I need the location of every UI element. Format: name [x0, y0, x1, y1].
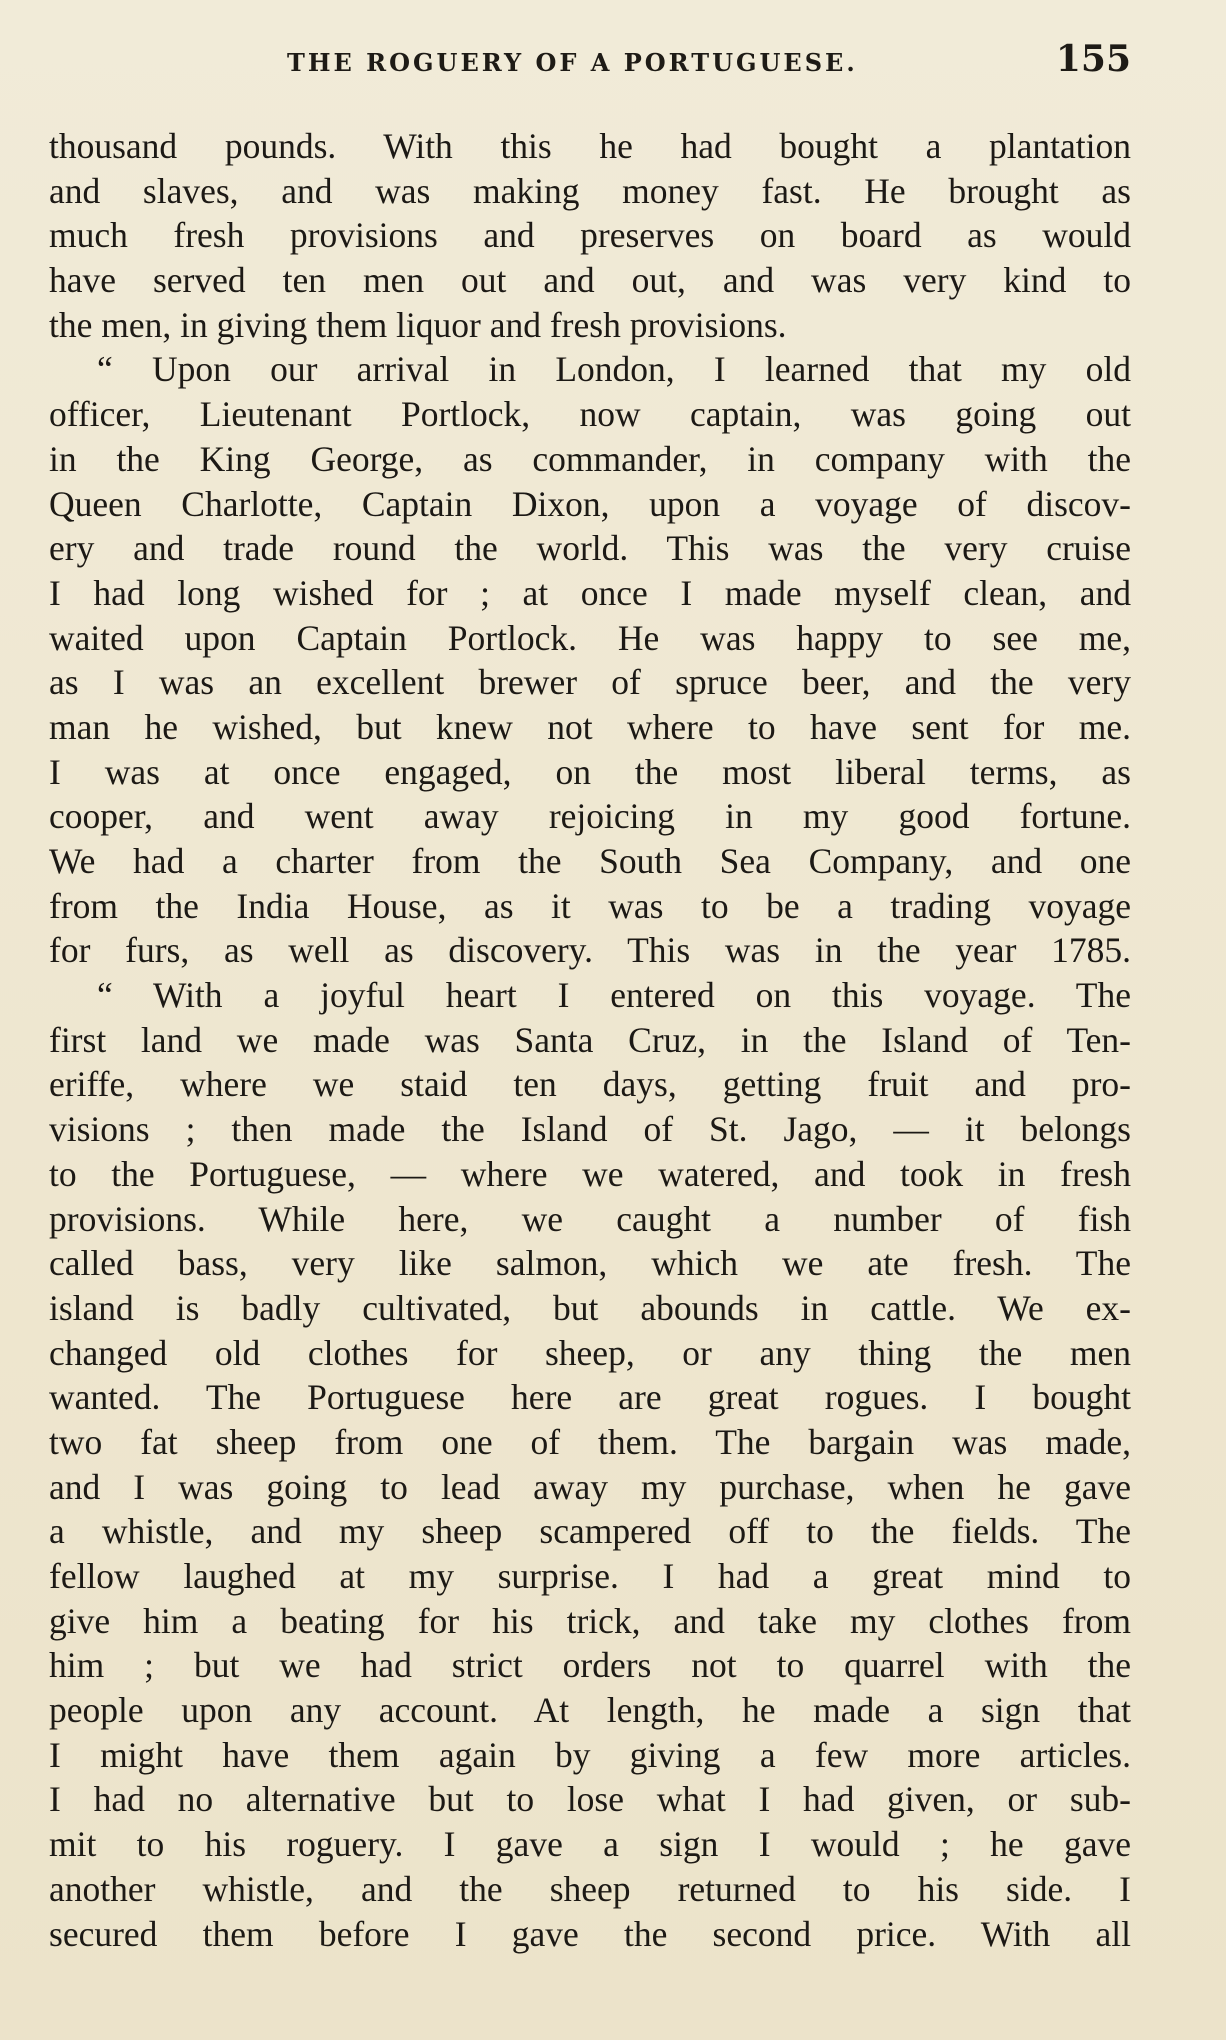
text-line: give him a beating for his trick, and take my clothes from: [49, 1600, 1131, 1641]
text-line: for furs, as well as discovery. This was in the year 1785.: [49, 930, 1131, 971]
text-line: ery and trade round the world. This was the very cruise: [49, 528, 1131, 569]
text-line: mit to his roguery. I gave a sign I would ; he gave: [49, 1824, 1131, 1865]
text-line: “ With a joyful heart I entered on this voyage. The: [97, 975, 1131, 1016]
text-line: two fat sheep from one of them. The bargain was made,: [49, 1421, 1131, 1462]
text-line: secured them before I gave the second price. With all: [49, 1913, 1131, 1954]
text-line: visions ; then made the Island of St. Jago, — it belongs: [49, 1109, 1131, 1150]
text-line: island is badly cultivated, but abounds in cattle. We ex-: [49, 1287, 1131, 1328]
text-line: much fresh provisions and preserves on board as would: [49, 215, 1131, 256]
text-line: I had no alternative but to lose what I had given, or sub-: [49, 1779, 1131, 1820]
page-number: 155: [1055, 38, 1131, 80]
text-line: waited upon Captain Portlock. He was happy to see me,: [49, 617, 1131, 658]
text-line: first land we made was Santa Cruz, in the Island of Ten-: [49, 1019, 1131, 1060]
text-line: fellow laughed at my surprise. I had a great mind to: [49, 1556, 1131, 1596]
text-line: a whistle, and my sheep scampered off to the fields. The: [49, 1511, 1131, 1552]
text-line: people upon any account. At length, he made a sign that: [49, 1690, 1131, 1731]
text-line: the men, in giving them liquor and fresh provisions.: [49, 304, 787, 345]
text-line: cooper, and went away rejoicing in my good fortune.: [49, 796, 1131, 837]
text-line: provisions. While here, we caught a number of fish: [49, 1198, 1131, 1239]
text-line: him ; but we had strict orders not to quarrel with the: [49, 1645, 1131, 1686]
text-line: thousand pounds. With this he had bought a plantation: [49, 126, 1131, 166]
text-line: as I was an excellent brewer of spruce beer, and the very: [49, 662, 1131, 703]
text-line: changed old clothes for sheep, or any thing the men: [49, 1332, 1131, 1373]
text-line: another whistle, and the sheep returned to his side. I: [49, 1868, 1131, 1909]
text-line: officer, Lieutenant Portlock, now captain, was going out: [49, 394, 1131, 435]
text-line: wanted. The Portuguese here are great rogues. I bought: [49, 1377, 1131, 1418]
text-line: and slaves, and was making money fast. He brought as: [49, 170, 1131, 211]
text-line: I was at once engaged, on the most liberal terms, as: [49, 751, 1131, 792]
text-line: to the Portuguese, — where we watered, and took in fresh: [49, 1153, 1131, 1194]
running-title: THE ROGUERY OF A PORTUGUESE.: [287, 48, 858, 77]
text-line: I might have them again by giving a few more articles.: [49, 1734, 1131, 1775]
text-line: and I was going to lead away my purchase, when he gave: [49, 1466, 1131, 1507]
text-line: man he wished, but knew not where to have sent for me.: [49, 706, 1131, 747]
body-text: [49, 124, 1131, 1956]
text-line: Queen Charlotte, Captain Dixon, upon a voyage of discov-: [49, 483, 1131, 524]
text-line: I had long wished for ; at once I made myself clean, and: [49, 572, 1131, 613]
text-line: eriffe, where we staid ten days, getting fruit and pro-: [49, 1064, 1131, 1105]
text-line: “ Upon our arrival in London, I learned that my old: [97, 349, 1131, 390]
text-line: called bass, very like salmon, which we ate fresh. The: [49, 1243, 1131, 1284]
text-line: We had a charter from the South Sea Company, and one: [49, 841, 1131, 881]
text-line: from the India House, as it was to be a trading voyage: [49, 885, 1131, 926]
text-line: have served ten men out and out, and was very kind to: [49, 260, 1131, 301]
text-line: in the King George, as commander, in company with the: [49, 438, 1131, 479]
page-header: [49, 38, 1131, 88]
